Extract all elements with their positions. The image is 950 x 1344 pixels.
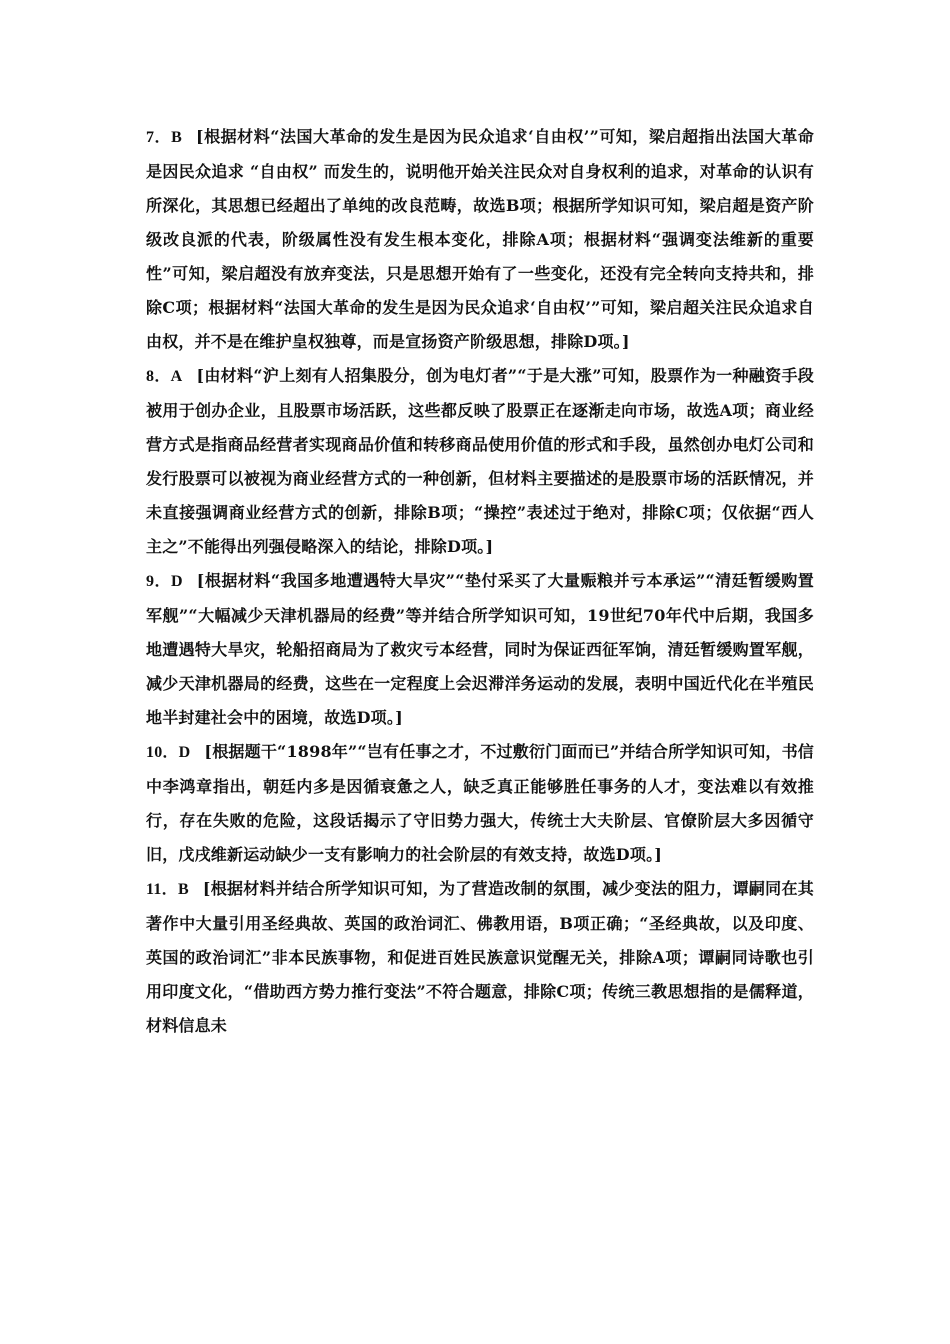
answer-choice: B — [177, 881, 189, 898]
answer-explanation: [由材料“沪上刻有人招集股分，创为电灯者”“于是大涨”可知，股票作为一种融资手段被用于创办企业，且股票市场活跃，这些都反映了股票正在逐渐走向市场，故选A项；商业经营方式是指商品经营者实现商品价值和转移商品使用价值的形式和手段，虽然创办电灯公司和发行股票可以被视为商业经营方式的一种创新，但材料主要描述的是股票市场的活跃情况，并未直接强调商业经营方式的创新，排除B项；“操控”表述过于绝对，排除C项；仅依据“西人主之”不能得出列强侵略深入的结论，排除D项。] — [146, 366, 814, 556]
answer-item-10 — [146, 735, 814, 872]
answer-choice: D — [178, 744, 191, 761]
answer-explanation: [根据题干“1898年”“岂有任事之才，不过敷衍门面而已”并结合所学知识可知，书信中李鸿章指出，朝廷内多是因循衰惫之人，缺乏真正能够胜任事务的人才，变法难以有效推行，存在失败的危险，这段话揭示了守旧势力强大，传统士大夫阶层、官僚阶层大多因循守旧，戊戌维新运动缺少一支有影响力的社会阶层的有效支持，故选D项。] — [146, 742, 814, 864]
answer-item-8 — [146, 359, 814, 564]
question-number: 11． — [146, 881, 178, 898]
answer-item-9 — [146, 564, 814, 735]
answer-explanation: [根据材料“我国多地遭遇特大旱灾”“垫付采买了大量赈粮并亏本承运”“清廷暂缓购置军舰”“大幅减少天津机器局的经费”等并结合所学知识可知，19世纪70年代中后期，我国多地遭遇特大旱灾，轮船招商局为了救灾亏本经营，同时为保证西征军饷，清廷暂缓购置军舰，减少天津机器局的经费，这些在一定程度上会迟滞洋务运动的发展，表明中国近代化在半殖民地半封建社会中的困境，故选D项。] — [146, 571, 814, 727]
answer-choice: A — [170, 368, 183, 385]
answer-explanations — [146, 120, 814, 1043]
answer-choice: B — [171, 129, 182, 146]
answer-explanation: [根据材料“法国大革命的发生是因为民众追求‘自由权’”可知，梁启超指出法国大革命是因民众追求 “自由权” 而发生的，说明他开始关注民众对自身权利的追求，对革命的认识有所深化，其思想已经超出了单纯的改良范畴，故选B项；根据所学知识可知，梁启超是资产阶级改良派的代表，阶级属性没有发生根本变化，排除A项；根据材料“强调变法维新的重要性”可知，梁启超没有放弃变法，只是思想开始有了一些变化，还没有完全转向支持共和，排除C项；根据材料“法国大革命的发生是因为民众追求‘自由权’”可知，梁启超关注民众追求自由权，并不是在维护皇权独尊，而是宣扬资产阶级思想，排除D项。] — [146, 127, 815, 351]
question-number: 9． — [146, 573, 172, 590]
answer-explanation: [根据材料并结合所学知识可知，为了营造改制的氛围，减少变法的阻力，谭嗣同在其著作中大量引用圣经典故、英国的政治词汇、佛教用语，B项正确；“圣经典故，以及印度、英国的政治词汇”非本民族事物，和促进百姓民族意识觉醒无关，排除A项；谭嗣同诗歌也引用印度文化，“借助西方势力推行变法”不符合题意，排除C项；传统三教思想指的是儒释道，材料信息未 — [146, 879, 815, 1035]
question-number: 10． — [146, 744, 179, 761]
question-number: 7． — [146, 129, 172, 146]
answer-item-11 — [146, 872, 814, 1043]
answer-choice: D — [171, 573, 183, 590]
answer-item-7 — [146, 120, 814, 359]
question-number: 8． — [146, 368, 171, 385]
